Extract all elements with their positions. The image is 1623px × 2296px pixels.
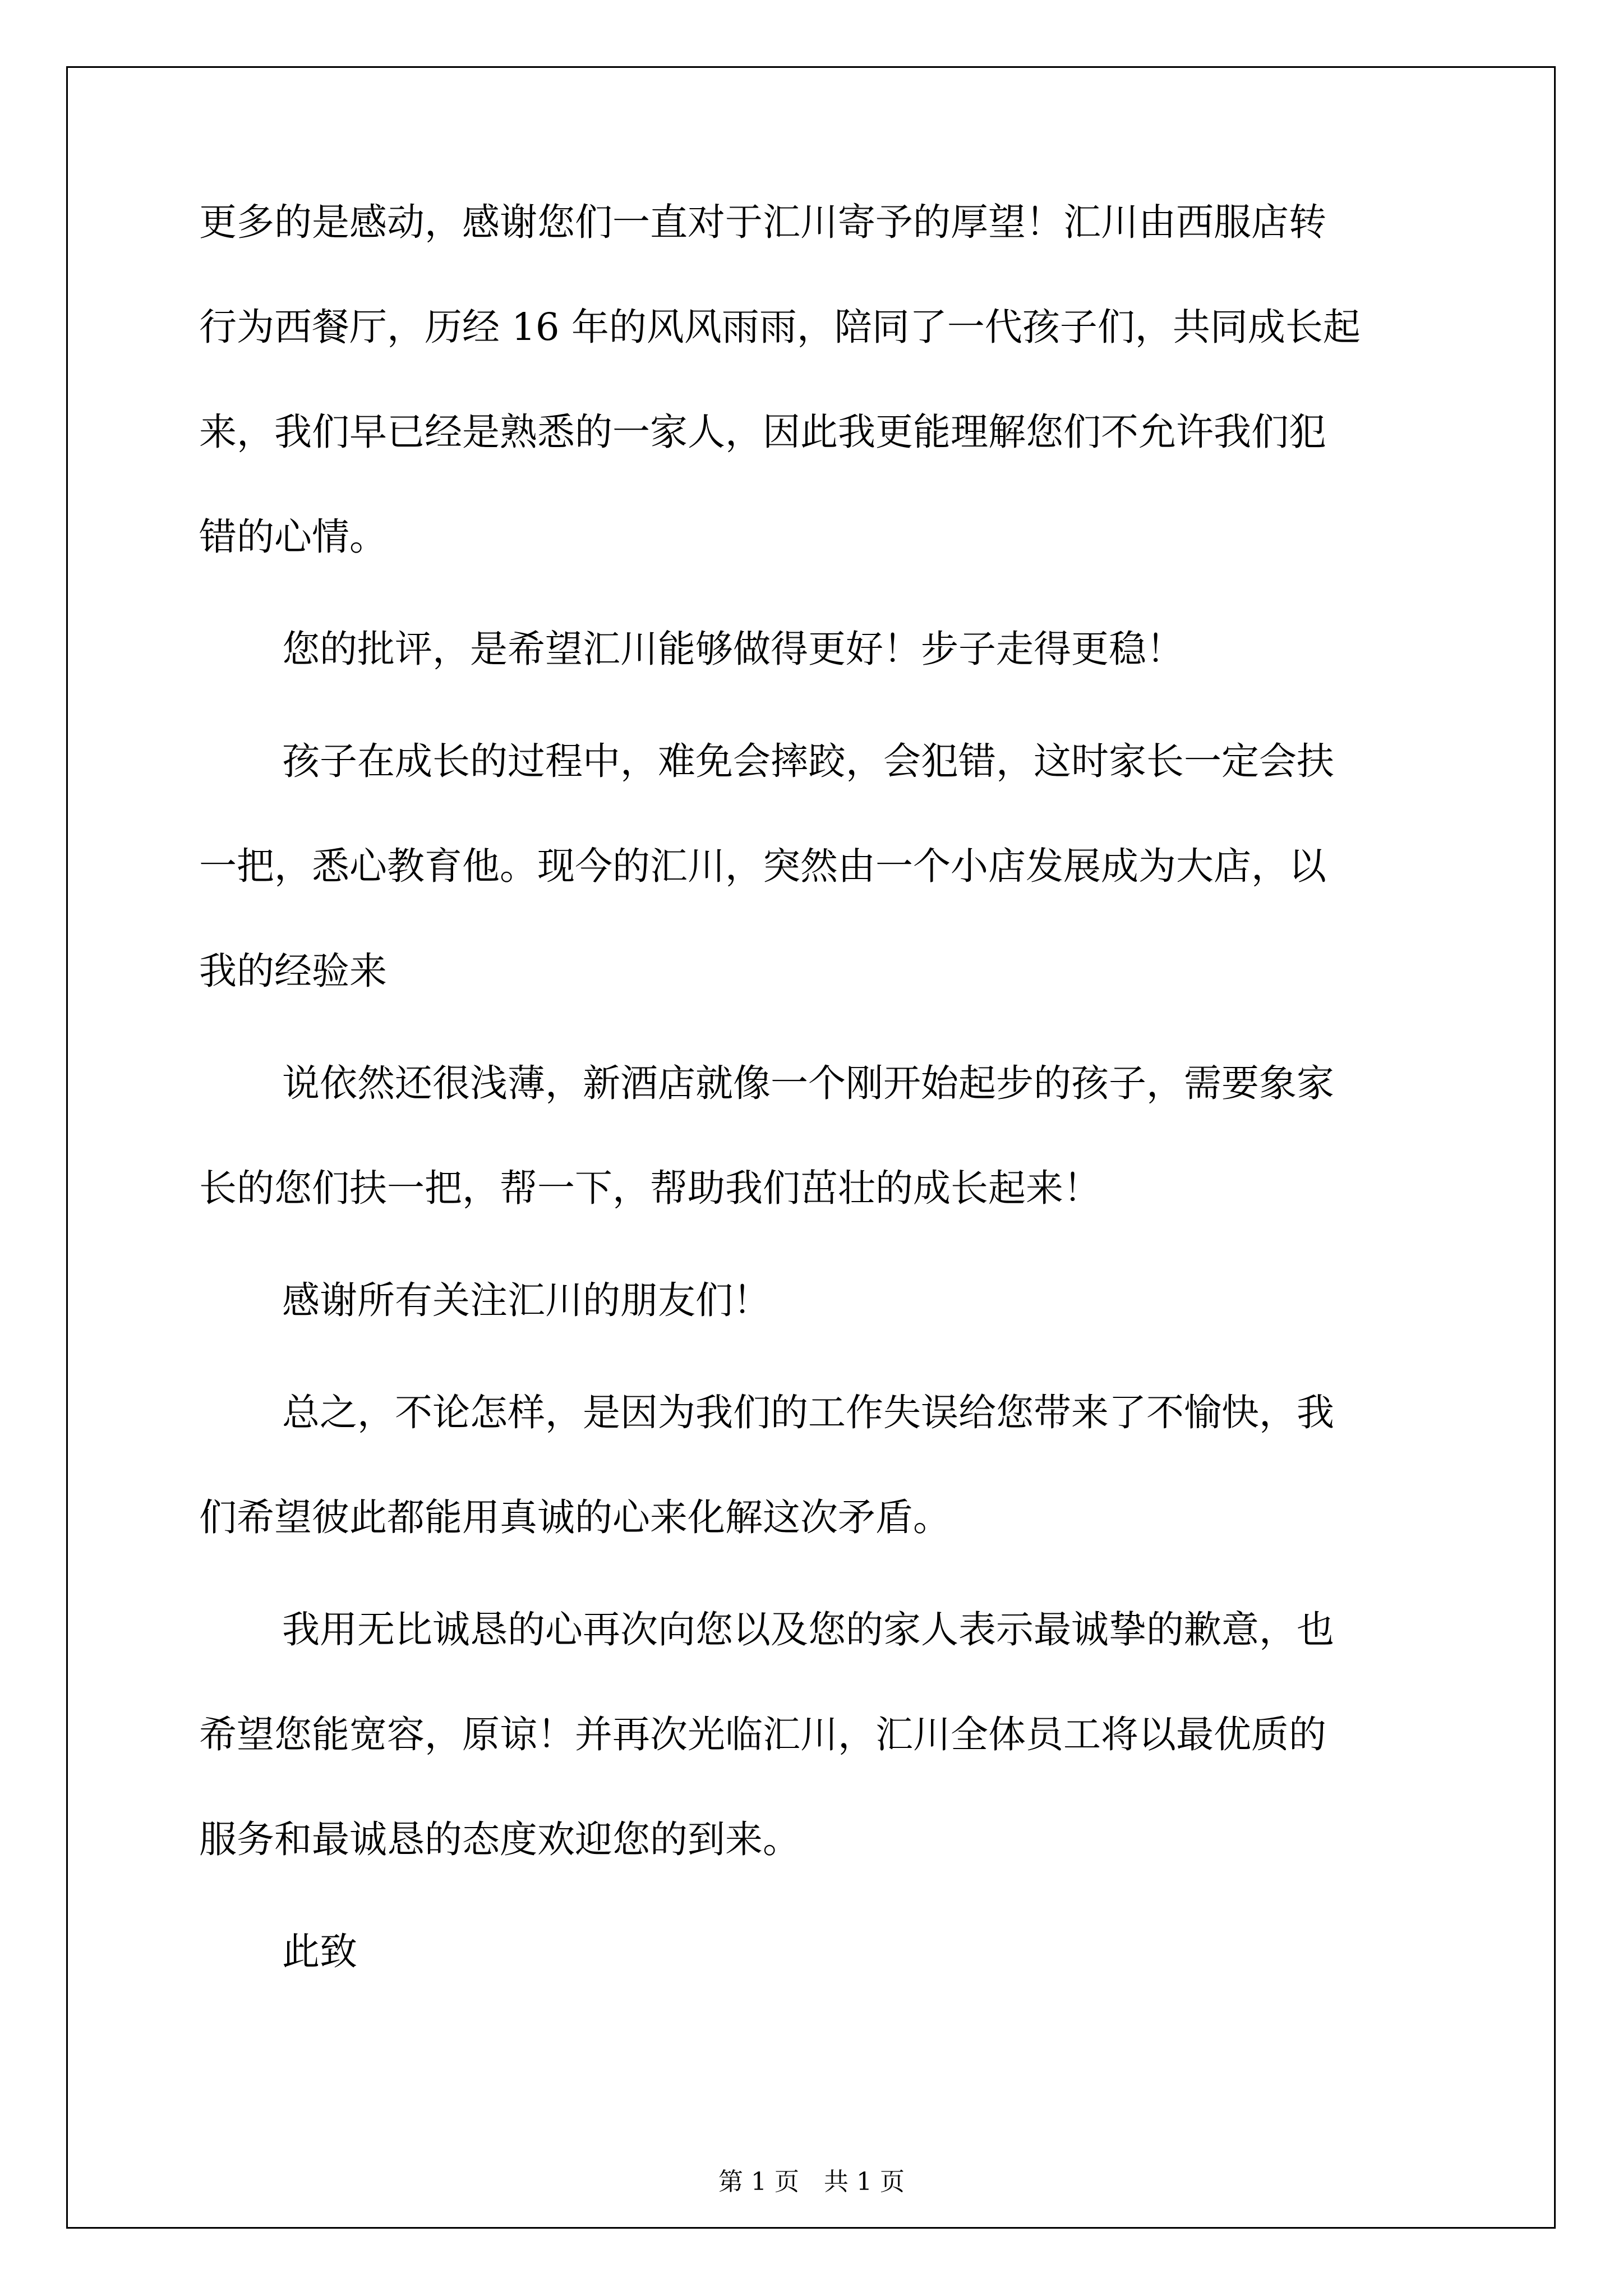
paragraph [199, 1248, 1427, 1353]
text-line: 一把，悉心教育他。现今的汇川，突然由一个小店发展成为大店，以 [199, 844, 1326, 888]
paragraph [199, 1360, 1427, 1570]
text-line: 说依然还很浅薄，新酒店就像一个刚开始起步的孩子，需要象家 [282, 1061, 1334, 1105]
text-line: 感谢所有关注汇川的朋友们！ [282, 1278, 771, 1322]
text-line: 此致 [282, 1930, 357, 1973]
text-line: 行为西餐厅，历经 16 年的风风雨雨，陪同了一代孩子们，共同成长起 [199, 305, 1361, 349]
text-line: 错的心情。 [199, 515, 387, 559]
text-line: 来，我们早已经是熟悉的一家人，因此我更能理解您们不允许我们犯 [199, 410, 1326, 454]
text-line: 您的批评，是希望汇川能够做得更好！步子走得更稳！ [282, 627, 1184, 671]
paragraph [199, 1577, 1427, 1892]
paragraph [199, 709, 1427, 1024]
text-line: 总之，不论怎样，是因为我们的工作失误给您带来了不愉快，我 [282, 1391, 1334, 1434]
text-line: 服务和最诚恳的态度欢迎您的到来。 [199, 1818, 800, 1861]
paragraph [199, 1031, 1427, 1241]
text-line: 长的您们扶一把，帮一下，帮助我们茁壮的成长起来！ [199, 1166, 1101, 1210]
text-line: 们希望彼此都能用真诚的心来化解这次矛盾。 [199, 1496, 951, 1539]
paragraph [199, 1899, 1427, 2004]
paragraph [199, 170, 1427, 590]
text-line: 我的经验来 [199, 949, 387, 993]
text-line: 我用无比诚恳的心再次向您以及您的家人表示最诚挚的歉意，也 [282, 1608, 1334, 1651]
page-footer: 第 1 页 共 1 页 [718, 2168, 905, 2196]
text-line: 希望您能宽容，原谅！并再次光临汇川，汇川全体员工将以最优质的 [199, 1713, 1326, 1756]
text-line: 更多的是感动，感谢您们一直对于汇川寄予的厚望！汇川由西服店转 [199, 200, 1326, 244]
paragraph [199, 597, 1427, 702]
text-line: 孩子在成长的过程中，难免会摔跤，会犯错，这时家长一定会扶 [282, 739, 1334, 783]
